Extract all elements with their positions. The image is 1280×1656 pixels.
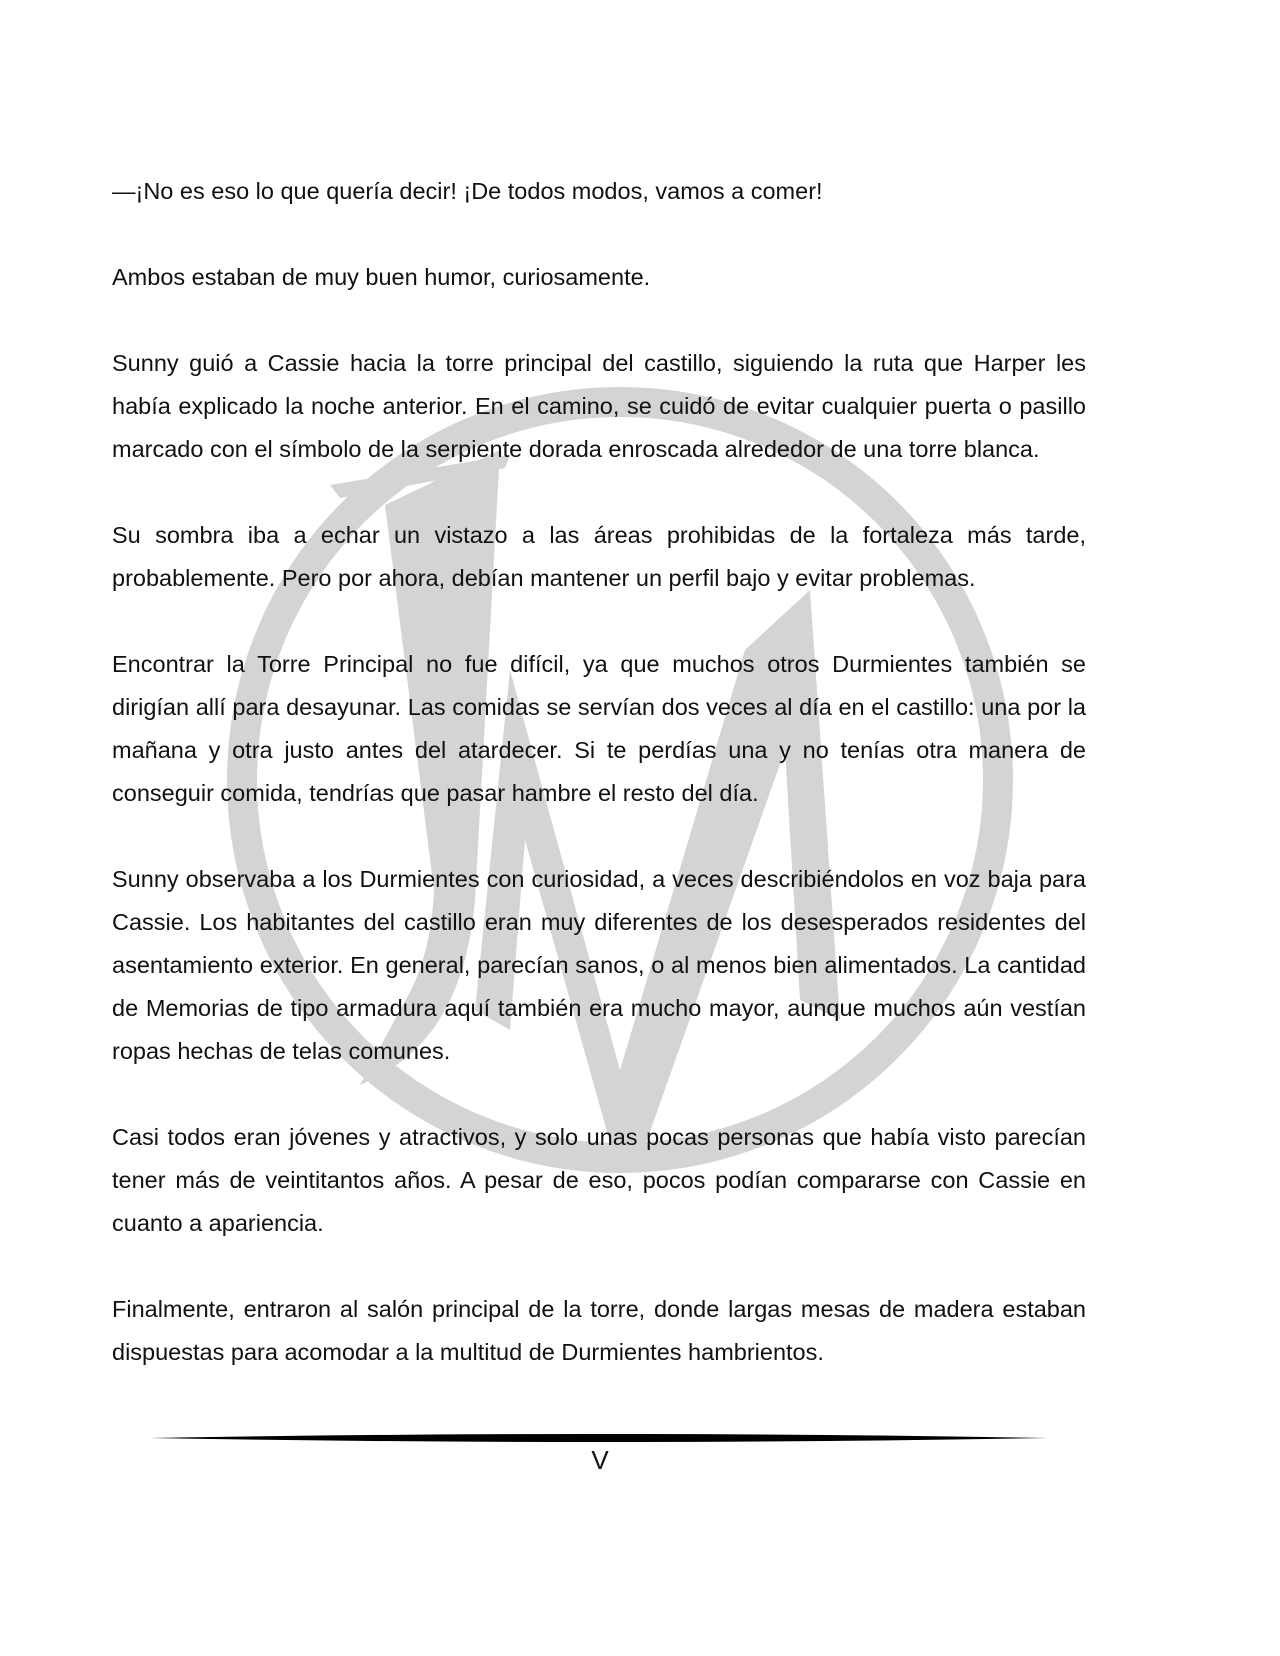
paragraph-3: Sunny guió a Cassie hacia la torre principal del castillo, siguiendo la ruta que Harper les había explicado la noche anterior. En el camino, se cuidó de evitar cualquier puerta o pasillo marcado con el símbolo de la serpiente dorada enroscada alrededor de una torre blanca. <box>112 350 1086 462</box>
paragraph-6: Sunny observaba a los Durmientes con curiosidad, a veces describiéndolos en voz baja para Cassie. Los habitantes del castillo eran muy diferentes de los desesperados residentes del asentamiento exterior. En general, parecían sanos, o al menos bien alimentados. La cantidad de Memorias de tipo armadura aquí también era mucho mayor, aunque muchos aún vestían ropas hechas de telas comunes. <box>112 866 1086 1064</box>
page-body <box>112 170 1086 1417</box>
paragraph-1: —¡No es eso lo que quería decir! ¡De todos modos, vamos a comer! <box>112 178 823 204</box>
paragraph-8: Finalmente, entraron al salón principal de la torre, donde largas mesas de madera estaban dispuestas para acomodar a la multitud de Durmientes hambrientos. <box>112 1296 1086 1365</box>
paragraph-5: Encontrar la Torre Principal no fue difícil, ya que muchos otros Durmientes también se dirigían allí para desayunar. Las comidas se servían dos veces al día en el castillo: una por la mañana y otra justo antes del atardecer. Si te perdías una y no tenías otra manera de conseguir comida, tendrías que pasar hambre el resto del día. <box>112 651 1086 806</box>
paragraph-7: Casi todos eran jóvenes y atractivos, y solo unas pocas personas que había visto parecían tener más de veintitantos años. A pesar de eso, pocos podían compararse con Cassie en cuanto a apariencia. <box>112 1124 1086 1236</box>
paragraph-2: Ambos estaban de muy buen humor, curiosamente. <box>112 264 651 290</box>
paragraph-4: Su sombra iba a echar un vistazo a las áreas prohibidas de la fortaleza más tarde, probablemente. Pero por ahora, debían mantener un perfil bajo y evitar problemas. <box>112 522 1086 591</box>
footer-divider <box>150 1432 1048 1444</box>
page-number: V <box>591 1445 609 1475</box>
